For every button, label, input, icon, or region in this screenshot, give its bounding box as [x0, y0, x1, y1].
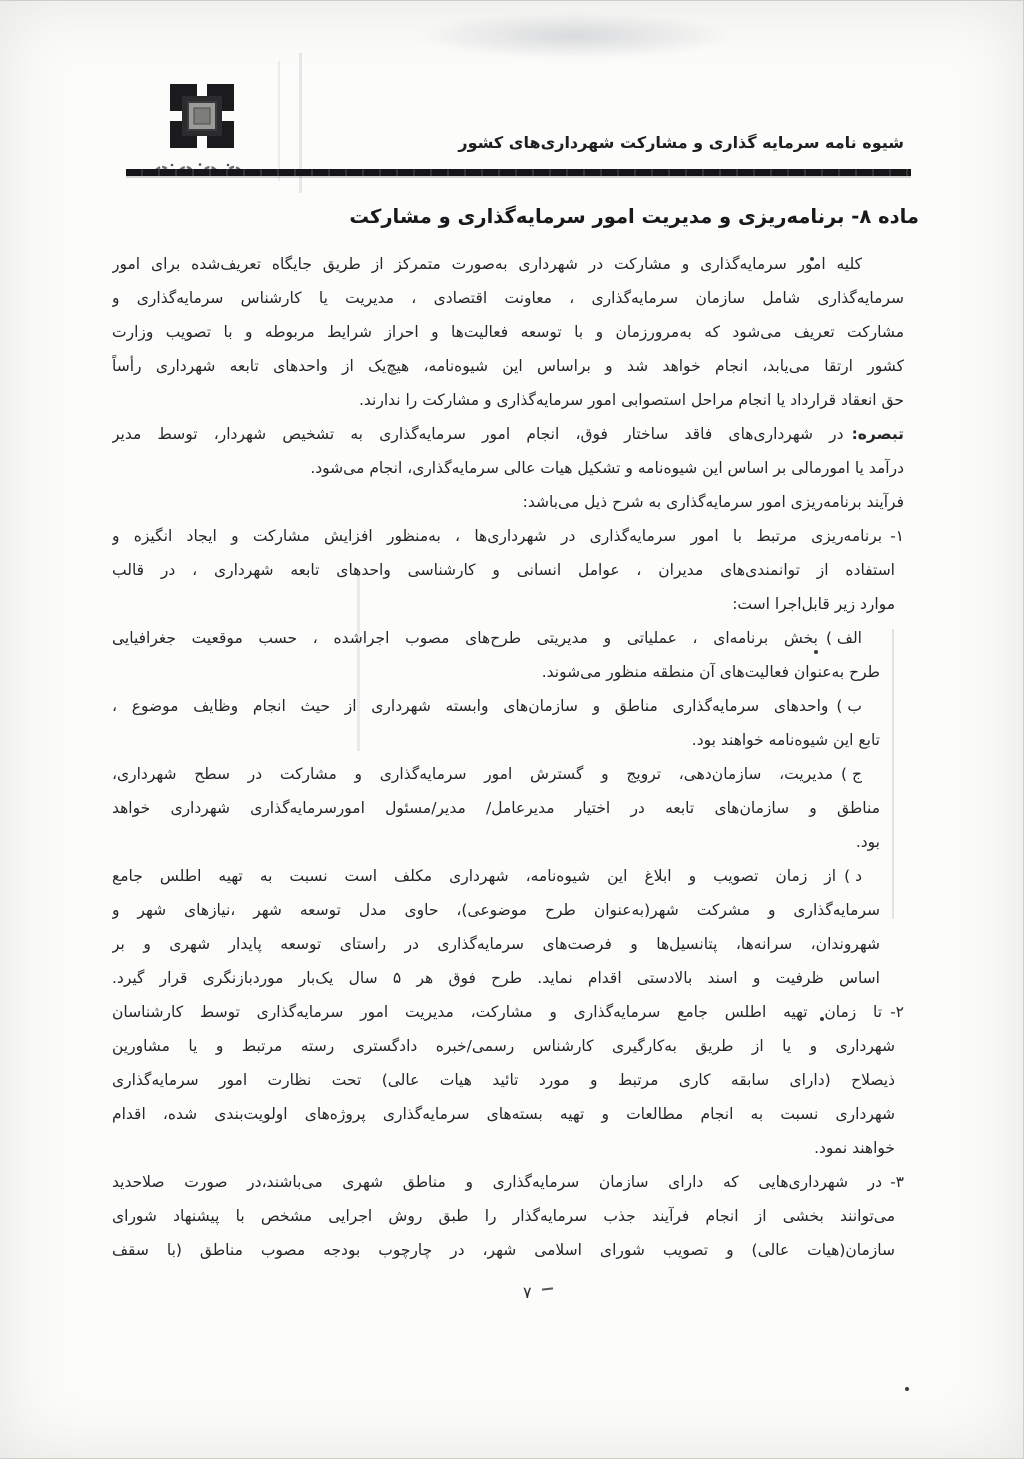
clause-a-text: بخش برنامه‌ای ، عملیاتی و مدیریتی طرح‌های مصوب اجراشده ، حسب موقعیت جغرافیایی: [112, 629, 818, 647]
intro-line-5: حق انعقاد قرارداد یا انجام مراحل استصوابی امور سرمایه‌گذاری و مشارکت را ندارند.: [358, 391, 904, 409]
item2-text: تا زمان تهیه اطلس جامع سرمایه‌گذاری و مشارکت، مدیریت امور سرمایه‌گذاری توسط کارشناسان: [112, 1003, 883, 1021]
clause-j-line-3: بود.: [855, 833, 880, 851]
clause-a-line-1: [112, 621, 904, 655]
item1-text: برنامه‌ریزی مرتبط با امور سرمایه‌گذاری در شهرداری‌ها ، به‌منظور افزایش مشارکت و ایجاد انگیزه و: [112, 527, 883, 545]
scan-smudge: [419, 13, 729, 59]
organization-emblem-icon: [167, 81, 237, 155]
clause-d-line-3: شهروندان، سرانه‌ها، پتانسیل‌ها و فرصت‌های سرمایه‌گذاری در راستای توسعه پایدار شهری و بر: [112, 935, 880, 953]
clause-a-label: الف ): [825, 629, 862, 647]
clause-a-line-2: طرح به‌عنوان فعالیت‌های آن منطقه منظور می‌شوند.: [541, 663, 880, 681]
clause-b-line-1: [112, 689, 904, 723]
clause-d-line-2: سرمایه‌گذاری و مشرکت شهر(به‌عنوان طرح موضوعی)، حاوی مدل توسعه شهر ،نیازهای شهر و: [112, 901, 880, 919]
intro-line-3: مشارکت تعریف می‌شود که به‌مرورزمان و با توسعه فعالیت‌ها و احراز شرایط مربوطه و با تصویب وزارت: [112, 323, 904, 341]
stray-ink-dot: [905, 1387, 909, 1391]
item3-number: ۳-: [890, 1173, 904, 1191]
item2-line-4: شهرداری نسبت به انجام مطالعات و تهیه بسته‌های سرمایه‌گذاری پروژه‌های اولویت‌بندی شده، اقدام: [112, 1105, 895, 1123]
item2-line-5: خواهند نمود.: [814, 1139, 895, 1157]
clause-j-text: مدیریت، سازمان‌دهی، ترویج و گسترش امور سرمایه‌گذاری و مشارکت در سطح شهرداری،: [112, 765, 834, 783]
clause-d-label: د ): [844, 867, 862, 885]
intro-line-1: کلیه امور سرمایه‌گذاری و مشارکت در شهرداری به‌صورت متمرکز از طریق جایگاه تعریف‌شده برای امور: [112, 255, 862, 273]
item1-number: ۱-: [890, 527, 904, 545]
organization-logo: [147, 81, 257, 177]
clause-d-line-4: اساس ظرفیت و اسند بالادستی اقدام نماید. طرح فوق هر ۵ سال یک‌بار موردبازنگری قرار گیرد.: [112, 969, 880, 987]
article-body: [112, 247, 904, 1267]
item2-line-1: [112, 995, 904, 1029]
item1-line-1: [112, 519, 904, 553]
item2-line-2: شهرداری و یا از طریق به‌کارگیری کارشناس رسمی/خبره دادگستری رسته مرتبط و یا مشاورین: [112, 1037, 895, 1055]
clause-b-label: ب ): [836, 697, 862, 715]
page-number: ۷: [523, 1283, 532, 1302]
note-label: تبصره:: [851, 425, 904, 443]
header-rule: [126, 169, 911, 176]
process-line: فرآیند برنامه‌ریزی امور سرمایه‌گذاری به شرح ذیل می‌باشد:: [522, 493, 904, 511]
intro-line-2: سرمایه‌گذاری شامل سازمان سرمایه‌گذاری ، معاونت اقتصادی ، مدیریت یا کارشناس سرمایه‌گذاری و: [112, 289, 904, 307]
clause-j-label: ج ): [841, 765, 862, 783]
clause-d-text: از زمان تصویب و ابلاغ این شیوه‌نامه، شهرداری مکلف است نسبت به تهیه اطلس جامع: [112, 867, 837, 885]
article-title: ماده ۸- برنامه‌ریزی و مدیریت امور سرمایه‌گذاری و مشارکت: [349, 205, 919, 228]
clause-j-line-2: مناطق و سازمان‌های تابعه در اختیار مدیرعامل/ مدیر/مسئول امورسرمایه‌گذاری شهرداری خواهد: [112, 799, 880, 817]
stray-dash-mark: [542, 1287, 553, 1290]
clause-b-line-2: تابع این شیوه‌نامه خواهند بود.: [691, 731, 880, 749]
clause-j-line-1: [112, 757, 904, 791]
clause-b-text: واحدهای سرمایه‌گذاری مناطق و سازمان‌های وابسته شهرداری از حیث انجام وظایف موضوع ،: [112, 697, 829, 715]
scan-streak: [278, 61, 280, 181]
item3-line-2: می‌توانند بخشی از انجام فرآیند جذب سرمایه‌گذار را طبق روش اجرایی مشخص با پیشنهاد شورای: [112, 1207, 895, 1225]
clause-d-line-1: [112, 859, 904, 893]
intro-line-4: کشور ارتقا می‌یابد، انجام خواهد شد و براساس این شیوه‌نامه، هیچ‌یک از واحدهای تابعه شهرداری رأساً: [112, 357, 904, 375]
item2-number: ۲-: [890, 1003, 904, 1021]
item3-line-1: [112, 1165, 904, 1199]
note-line-2: درآمد یا امورمالی بر اساس این شیوه‌نامه و تشکیل هیات عالی سرمایه‌گذاری، انجام می‌شود.: [310, 459, 904, 477]
item2-line-3: ذیصلاح (دارای سابقه کاری مرتبط و مورد تائید هیات عالی) تحت نظارت امور سرمایه‌گذاری: [112, 1071, 895, 1089]
document-header-title: شیوه نامه سرمایه گذاری و مشارکت شهرداری‌های کشور: [458, 133, 904, 152]
note-line-1: [112, 417, 904, 451]
item3-text: در شهرداری‌هایی که دارای سازمان سرمایه‌گذاری و مناطق شهری می‌باشند،در صورت صلاحدید: [112, 1173, 883, 1191]
item3-line-3: سازمان(هیات عالی) و تصویب شورای اسلامی شهر، در چارچوب بودجه مصوب مناطق (با سقف: [112, 1241, 895, 1259]
item1-line-2: استفاده از توانمندی‌های مدیران ، عوامل انسانی و کارشناسی واحدهای تابعه شهرداری ، در قالب: [112, 561, 895, 579]
note-text: در شهرداری‌های فاقد ساختار فوق، انجام امور سرمایه‌گذاری به تشخیص شهردار، توسط مدیر: [112, 425, 844, 443]
item1-line-3: موارد زیر قابل‌اجرا است:: [732, 595, 895, 613]
